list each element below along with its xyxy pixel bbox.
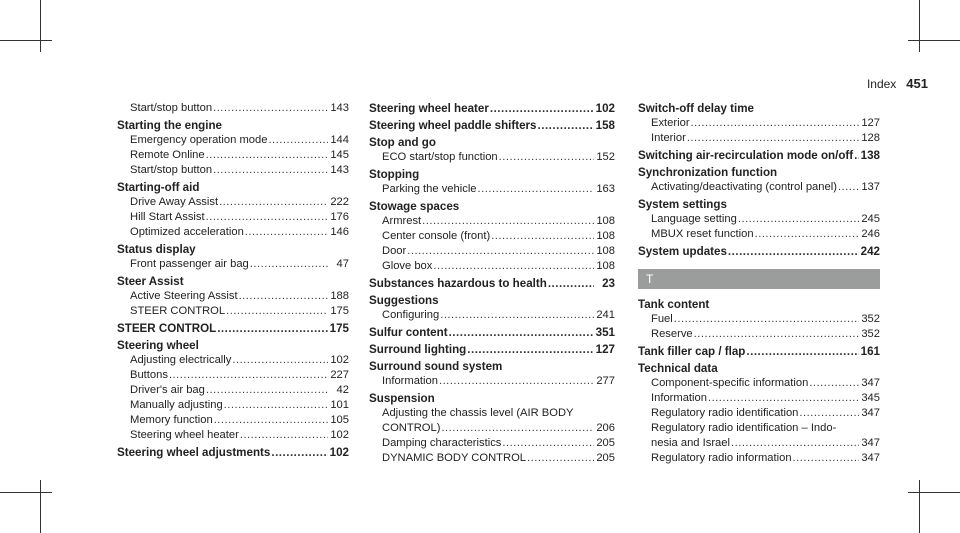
dot-leader xyxy=(224,398,328,413)
sub-entry xyxy=(117,225,349,240)
index-heading: Stop and go xyxy=(369,136,436,149)
index-heading: Steer Assist xyxy=(117,275,184,288)
dot-leader xyxy=(755,227,859,242)
sub-entry xyxy=(117,304,349,319)
crop-mark xyxy=(908,492,960,493)
sub-entry xyxy=(638,180,880,195)
sub-entry xyxy=(638,451,880,466)
page-ref: 152 xyxy=(596,151,615,163)
index-heading: Technical data xyxy=(638,362,718,375)
index-column-1 xyxy=(117,101,349,462)
page-ref: 143 xyxy=(330,164,349,176)
sub-entry xyxy=(638,391,880,406)
sub-entry xyxy=(117,398,349,413)
crop-mark xyxy=(908,40,960,41)
page-ref: 158 xyxy=(595,119,615,132)
page-ref: 127 xyxy=(861,117,880,129)
index-entry xyxy=(638,101,880,146)
dot-leader xyxy=(449,325,594,340)
index-heading: Steering wheel xyxy=(117,339,199,352)
index-entry xyxy=(638,297,880,342)
page-ref: 128 xyxy=(861,132,880,144)
dot-leader xyxy=(226,304,328,319)
index-entry xyxy=(369,135,615,165)
sub-entry xyxy=(117,289,349,304)
dot-leader xyxy=(490,101,594,116)
dot-leader xyxy=(538,118,594,133)
entry-text: Damping characteristics xyxy=(382,437,502,449)
index-entry xyxy=(369,118,615,133)
sub-entry xyxy=(117,428,349,443)
page-ref: 206 xyxy=(596,422,615,434)
crop-mark xyxy=(0,492,52,493)
page-ref: 277 xyxy=(596,375,615,387)
index-entry xyxy=(369,276,615,291)
dot-leader xyxy=(731,436,859,451)
page-ref: 101 xyxy=(330,399,349,411)
sub-entry xyxy=(117,383,349,398)
heading-text: Tank filler cap / flap xyxy=(638,345,746,358)
dot-leader xyxy=(478,182,594,197)
entry-text: Interior xyxy=(651,132,686,144)
crop-mark xyxy=(40,480,41,533)
page-ref: 108 xyxy=(596,245,615,257)
page-ref: 145 xyxy=(330,149,349,161)
index-entry xyxy=(369,391,615,466)
entry-text: Activating/deactivating (control panel) xyxy=(651,181,837,193)
page-ref: 144 xyxy=(330,134,349,146)
page-ref: 105 xyxy=(330,414,349,426)
sub-entry xyxy=(638,376,880,391)
index-heading xyxy=(638,148,880,163)
page-ref: 205 xyxy=(596,437,615,449)
dot-leader xyxy=(214,413,328,428)
page-ref: 108 xyxy=(596,230,615,242)
dot-leader xyxy=(206,148,328,163)
entry-text: Adjusting electrically xyxy=(130,354,232,366)
index-entry xyxy=(369,199,615,274)
heading-text: Steering wheel adjustments xyxy=(117,446,271,459)
entry-text: STEER CONTROL xyxy=(130,305,226,317)
index-entry xyxy=(117,118,349,178)
heading-text: System updates xyxy=(638,245,727,258)
page-ref: 102 xyxy=(330,354,349,366)
index-heading: Stopping xyxy=(369,168,420,181)
page-ref: 102 xyxy=(595,102,615,115)
index-heading: Starting the engine xyxy=(117,119,222,132)
dot-leader xyxy=(809,376,859,391)
sub-entry xyxy=(117,101,349,116)
entry-text: Memory function xyxy=(130,414,213,426)
page-ref: 347 xyxy=(861,377,880,389)
heading-text: Substances hazardous to health xyxy=(369,277,547,290)
page-ref: 241 xyxy=(596,309,615,321)
page-ref: 143 xyxy=(330,102,349,114)
page-ref: 161 xyxy=(860,345,880,358)
page-ref: 108 xyxy=(596,215,615,227)
dot-leader xyxy=(232,353,328,368)
crop-mark xyxy=(919,0,920,52)
sub-entry xyxy=(117,368,349,383)
dot-leader xyxy=(271,445,328,460)
sub-entry xyxy=(117,210,349,225)
heading-text: STEER CONTROL xyxy=(117,322,217,335)
dot-leader xyxy=(793,451,859,466)
heading-text: Surround lighting xyxy=(369,343,467,356)
sub-entry xyxy=(369,436,615,451)
dot-leader xyxy=(169,368,328,383)
index-entry xyxy=(117,445,349,460)
index-heading: Starting-off aid xyxy=(117,181,200,194)
index-entry xyxy=(638,361,880,466)
index-heading: Synchronization function xyxy=(638,166,778,179)
page-ref: 102 xyxy=(330,429,349,441)
page-ref: 347 xyxy=(861,407,880,419)
sub-entry xyxy=(117,413,349,428)
dot-leader xyxy=(548,276,594,291)
index-heading: System settings xyxy=(638,198,727,211)
dot-leader xyxy=(708,391,859,406)
entry-text: Drive Away Assist xyxy=(130,196,219,208)
entry-text: Driver's air bag xyxy=(130,384,205,396)
sub-entry xyxy=(638,131,880,146)
index-entry xyxy=(117,101,349,116)
page-number: 451 xyxy=(906,76,928,91)
dot-leader xyxy=(854,148,859,163)
sub-entry xyxy=(369,421,615,436)
index-entry xyxy=(638,197,880,242)
page-ref: 222 xyxy=(330,196,349,208)
dot-leader xyxy=(433,259,594,274)
index-heading xyxy=(117,445,349,460)
dot-leader xyxy=(213,101,328,116)
sub-entry xyxy=(638,406,880,421)
dot-leader xyxy=(407,244,594,259)
page-ref: 242 xyxy=(860,245,880,258)
entry-text: Armrest xyxy=(382,215,422,227)
index-column-3 xyxy=(638,101,880,468)
page-ref: 352 xyxy=(861,328,880,340)
dot-leader xyxy=(838,180,859,195)
dot-leader xyxy=(491,229,594,244)
entry-text: Regulatory radio information xyxy=(651,452,792,464)
page-ref: 227 xyxy=(330,369,349,381)
index-heading: Switch-off delay time xyxy=(638,102,754,115)
index-entry xyxy=(638,165,880,195)
dot-leader xyxy=(268,133,328,148)
entry-text: DYNAMIC BODY CONTROL xyxy=(382,452,527,464)
dot-leader xyxy=(422,214,594,229)
page-ref: 205 xyxy=(596,452,615,464)
index-entry xyxy=(638,244,880,259)
page-ref: 42 xyxy=(336,384,349,396)
entry-text: Center console (front) xyxy=(382,230,491,242)
index-entry xyxy=(638,344,880,359)
entry-text: Remote Online xyxy=(130,149,205,161)
index-entry xyxy=(117,180,349,240)
page-ref: 146 xyxy=(330,226,349,238)
page-ref: 47 xyxy=(336,258,349,270)
entry-text: Door xyxy=(382,245,407,257)
dot-leader xyxy=(240,428,328,443)
sub-entry xyxy=(638,312,880,327)
index-heading xyxy=(117,321,349,336)
index-entry xyxy=(117,338,349,443)
entry-text: Language setting xyxy=(651,213,737,225)
entry-text: Reserve xyxy=(651,328,693,340)
page-ref: 347 xyxy=(861,437,880,449)
crop-mark xyxy=(919,480,920,533)
sub-entry xyxy=(369,150,615,165)
sub-entry xyxy=(638,116,880,131)
index-entry xyxy=(638,148,880,163)
index-entry xyxy=(117,242,349,272)
index-heading xyxy=(638,244,880,259)
page-ref: 175 xyxy=(330,305,349,317)
dot-leader xyxy=(527,451,594,466)
dot-leader xyxy=(799,406,859,421)
page-ref: 102 xyxy=(329,446,349,459)
dot-leader xyxy=(694,327,859,342)
index-heading: Suspension xyxy=(369,392,435,405)
index-entry xyxy=(369,325,615,340)
page-ref: 175 xyxy=(329,322,349,335)
entry-text: Start/stop button xyxy=(130,102,213,114)
dot-leader xyxy=(245,225,328,240)
page-ref: 127 xyxy=(595,343,615,356)
sub-entry xyxy=(638,436,880,451)
index-heading xyxy=(369,325,615,340)
dot-leader xyxy=(441,421,594,436)
entry-text: Regulatory radio identification xyxy=(651,407,799,419)
dot-leader xyxy=(467,342,594,357)
heading-text: Sulfur content xyxy=(369,326,448,339)
dot-leader xyxy=(738,212,859,227)
entry-text: Active Steering Assist xyxy=(130,290,238,302)
entry-text: ECO start/stop function xyxy=(382,151,498,163)
crop-mark xyxy=(40,0,41,52)
heading-text: Switching air-recirculation mode on/off xyxy=(638,149,854,162)
entry-text: CONTROL) xyxy=(382,422,441,434)
page-ref: 347 xyxy=(861,452,880,464)
dot-leader xyxy=(687,131,859,146)
index-heading: Surround sound system xyxy=(369,360,503,373)
index-heading: Tank content xyxy=(638,298,710,311)
entry-text: Exterior xyxy=(651,117,690,129)
sub-entry xyxy=(369,214,615,229)
index-heading xyxy=(369,276,615,291)
entry-text: Component-specific information xyxy=(651,377,809,389)
dot-leader xyxy=(239,289,328,304)
dot-leader xyxy=(206,210,328,225)
index-entry xyxy=(369,101,615,116)
entry-text: Information xyxy=(651,392,707,404)
entry-text: Steering wheel heater xyxy=(130,429,239,441)
index-entry xyxy=(369,342,615,357)
page-ref: 137 xyxy=(861,181,880,193)
letter-heading: T xyxy=(638,269,880,289)
index-heading xyxy=(369,101,615,116)
sub-entry xyxy=(638,227,880,242)
sub-entry xyxy=(117,353,349,368)
index-column-2 xyxy=(369,101,615,468)
entry-text: nesia and Israel xyxy=(651,437,730,449)
entry-text: Parking the vehicle xyxy=(382,183,477,195)
sub-entry-line: Adjusting the chassis level (AIR BODY xyxy=(382,407,574,419)
page-ref: 188 xyxy=(330,290,349,302)
index-heading: Stowage spaces xyxy=(369,200,460,213)
dot-leader xyxy=(206,383,328,398)
sub-entry xyxy=(638,212,880,227)
page-ref: 245 xyxy=(861,213,880,225)
dot-leader xyxy=(250,257,328,272)
sub-entry xyxy=(369,229,615,244)
sub-entry xyxy=(369,451,615,466)
index-entry xyxy=(369,293,615,323)
dot-leader xyxy=(502,436,594,451)
dot-leader xyxy=(499,150,594,165)
section-label: Index xyxy=(866,77,897,91)
sub-entry xyxy=(117,257,349,272)
index-entry xyxy=(369,167,615,197)
heading-text: Steering wheel paddle shifters xyxy=(369,119,537,132)
index-heading: Status display xyxy=(117,243,196,256)
entry-text: Fuel xyxy=(651,313,673,325)
crop-mark xyxy=(0,40,52,41)
page-ref: 345 xyxy=(861,392,880,404)
index-heading xyxy=(638,344,880,359)
heading-text: Steering wheel heater xyxy=(369,102,489,115)
entry-text: Glove box xyxy=(382,260,433,272)
page-ref: 108 xyxy=(596,260,615,272)
sub-entry xyxy=(117,195,349,210)
index-entry xyxy=(117,274,349,319)
dot-leader xyxy=(691,116,859,131)
sub-entry xyxy=(638,327,880,342)
entry-text: Emergency operation mode xyxy=(130,134,268,146)
index-heading: Suggestions xyxy=(369,294,439,307)
page-header xyxy=(867,76,928,91)
dot-leader xyxy=(674,312,859,327)
sub-entry xyxy=(369,244,615,259)
page-ref: 138 xyxy=(860,149,880,162)
entry-text: Information xyxy=(382,375,438,387)
dot-leader xyxy=(219,195,328,210)
entry-text: Optimized acceleration xyxy=(130,226,244,238)
sub-entry xyxy=(369,374,615,389)
page-ref: 352 xyxy=(861,313,880,325)
sub-entry-line: Regulatory radio identification – Indo- xyxy=(651,422,837,434)
entry-text: Manually adjusting xyxy=(130,399,223,411)
entry-text: Front passenger air bag xyxy=(130,258,249,270)
page-ref: 23 xyxy=(602,277,615,290)
dot-leader xyxy=(439,374,594,389)
sub-entry xyxy=(369,182,615,197)
index-entry xyxy=(369,359,615,389)
entry-text: Hill Start Assist xyxy=(130,211,205,223)
dot-leader xyxy=(746,344,859,359)
index-heading xyxy=(369,118,615,133)
dot-leader xyxy=(217,321,328,336)
entry-text: Configuring xyxy=(382,309,440,321)
page-ref: 246 xyxy=(861,228,880,240)
entry-text: Buttons xyxy=(130,369,168,381)
index-heading xyxy=(369,342,615,357)
page-ref: 163 xyxy=(596,183,615,195)
sub-entry xyxy=(117,133,349,148)
entry-text: Start/stop button xyxy=(130,164,213,176)
index-entry xyxy=(117,321,349,336)
sub-entry xyxy=(369,308,615,323)
sub-entry xyxy=(117,148,349,163)
dot-leader xyxy=(213,163,328,178)
sub-entry xyxy=(117,163,349,178)
page-ref: 351 xyxy=(595,326,615,339)
dot-leader xyxy=(728,244,859,259)
page-ref: 176 xyxy=(330,211,349,223)
dot-leader xyxy=(440,308,594,323)
sub-entry xyxy=(369,259,615,274)
entry-text: MBUX reset function xyxy=(651,228,754,240)
